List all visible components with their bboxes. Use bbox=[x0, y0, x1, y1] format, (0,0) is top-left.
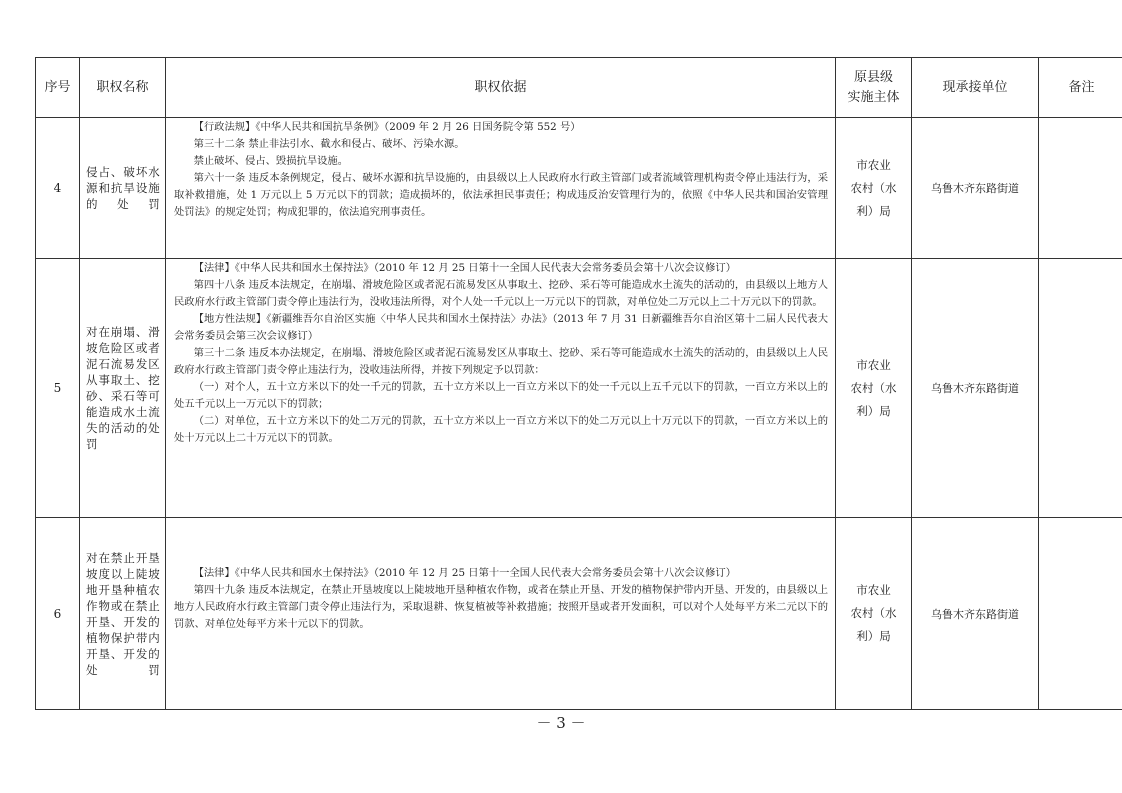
row-number: 4 bbox=[36, 118, 80, 259]
row-basis bbox=[166, 259, 836, 518]
basis-paragraph: 【法律】《中华人民共和国水土保持法》（2010 年 12 月 25 日第十一全国人民代表大会常务委员会第十八次会议修订） bbox=[193, 262, 736, 274]
header-subject-line1: 原县级 bbox=[853, 69, 893, 85]
basis-paragraph: （一）对个人，五十立方米以下的处一千元的罚款，五十立方米以上一百立方米以下的处一千元以上五千元以下的罚款，一百立方米以上的处五千元以上一万元以下的罚款； bbox=[174, 381, 828, 410]
authority-table bbox=[35, 57, 1122, 710]
row-name bbox=[80, 518, 166, 710]
row-name bbox=[80, 259, 166, 518]
subject-line: 农村（水 bbox=[850, 380, 897, 395]
subject-line: 市农业 bbox=[856, 357, 891, 372]
basis-paragraph: 禁止破坏、侵占、毁损抗旱设施。 bbox=[193, 155, 349, 167]
row-note bbox=[1039, 259, 1122, 518]
table-row bbox=[36, 259, 1122, 518]
subject-line: 利）局 bbox=[856, 629, 891, 643]
row-note bbox=[1039, 518, 1122, 710]
basis-paragraph: 【行政法规】《中华人民共和国抗旱条例》（2009 年 2 月 26 日国务院令第 552 号） bbox=[193, 121, 581, 133]
row-unit: 乌鲁木齐东路街道 bbox=[912, 518, 1039, 710]
table-row bbox=[36, 118, 1122, 259]
row-note bbox=[1039, 118, 1122, 259]
basis-paragraph: 第四十九条 违反本法规定，在禁止开垦坡度以上陡坡地开垦种植农作物，或者在禁止开垦、开发的植物保护带内开垦、开发的，由县级以上地方人民政府水行政主管部门责令停止违法行为，采取退耕、恢复植被等补救措施；按照开垦或者开发面积，可以对个人处每平方米二元以下的罚款、对单位处每平方米十元以下的罚款。 bbox=[174, 584, 828, 630]
header-no: 序号 bbox=[36, 58, 80, 118]
subject-line: 市农业 bbox=[856, 157, 891, 172]
subject-line: 农村（水 bbox=[850, 606, 897, 620]
basis-paragraph: 第四十八条 违反本法规定，在崩塌、滑坡危险区或者泥石流易发区从事取土、挖砂、采石等可能造成水土流失的活动的，由县级以上地方人民政府水行政主管部门责令停止违法行为，没收违法所得，对个人处一千元以上一万元以下的罚款，对单位处二万元以上二十万元以下的罚款。 bbox=[174, 279, 828, 308]
header-basis: 职权依据 bbox=[166, 58, 836, 118]
basis-paragraph: 第六十一条 违反本条例规定，侵占、破坏水源和抗旱设施的，由县级以上人民政府水行政主管部门或者流域管理机构责令停止违法行为，采取补救措施，处 1 万元以上 5 万元以下的罚款；造成损坏的，依法承担民事责任；构成违反治安管理行为的，依照《中华人民共和国治安管理处罚法》的规定处罚；构成犯罪的，依法追究刑事责任。 bbox=[174, 172, 828, 218]
header-note: 备注 bbox=[1039, 58, 1122, 118]
row-name-text: 对在崩塌、滑坡危险区或者泥石流易发区从事取土、挖砂、采石等可能造成水土流失的活动的处罚 bbox=[86, 325, 160, 451]
subject-line: 市农业 bbox=[856, 583, 891, 597]
header-name: 职权名称 bbox=[80, 58, 166, 118]
row-name bbox=[80, 118, 166, 259]
header-subject-line2: 实施主体 bbox=[847, 89, 900, 105]
row-subject bbox=[836, 118, 912, 259]
page-number: － 3 － bbox=[536, 714, 586, 732]
basis-paragraph: 【法律】《中华人民共和国水土保持法》（2010 年 12 月 25 日第十一全国人民代表大会常务委员会第十八次会议修订） bbox=[193, 567, 736, 579]
row-subject bbox=[836, 518, 912, 710]
row-unit: 乌鲁木齐东路街道 bbox=[912, 118, 1039, 259]
header-row bbox=[36, 58, 1122, 118]
subject-line: 利）局 bbox=[856, 203, 891, 218]
header-unit: 现承接单位 bbox=[912, 58, 1039, 118]
basis-paragraph: 【地方性法规】《新疆维吾尔自治区实施〈中华人民共和国水土保持法〉办法》（2013 年 7 月 31 日新疆维吾尔自治区第十二届人民代表大会常务委员会第三次会议修订） bbox=[174, 313, 828, 342]
header-subject bbox=[836, 58, 912, 118]
table-row bbox=[36, 518, 1122, 710]
subject-line: 农村（水 bbox=[850, 180, 897, 195]
basis-paragraph: 第三十二条 违反本办法规定，在崩塌、滑坡危险区或者泥石流易发区从事取土、挖砂、采石等可能造成水土流失的活动的，由县级以上人民政府水行政主管部门责令停止违法行为，没收违法所得，并按下列规定予以罚款： bbox=[174, 347, 828, 376]
row-basis bbox=[166, 118, 836, 259]
row-number: 5 bbox=[36, 259, 80, 518]
row-basis bbox=[166, 518, 836, 710]
row-number: 6 bbox=[36, 518, 80, 710]
row-unit: 乌鲁木齐东路街道 bbox=[912, 259, 1039, 518]
basis-paragraph: （二）对单位，五十立方米以下的处二万元的罚款，五十立方米以上一百立方米以下的处二万元以上十万元以下的罚款，一百立方米以上的处十万元以上二十万元以下的罚款。 bbox=[174, 415, 828, 444]
subject-line: 利）局 bbox=[856, 403, 891, 418]
basis-paragraph: 第三十二条 禁止非法引水、截水和侵占、破坏、污染水源。 bbox=[193, 138, 465, 150]
row-name-text: 侵占、破坏水源和抗旱设施的处罚 bbox=[86, 165, 160, 211]
row-subject bbox=[836, 259, 912, 518]
row-name-text: 对在禁止开垦坡度以上陡坡地开垦种植农作物或在禁止开垦、开发的植物保护带内开垦、开发的处罚 bbox=[86, 550, 160, 677]
